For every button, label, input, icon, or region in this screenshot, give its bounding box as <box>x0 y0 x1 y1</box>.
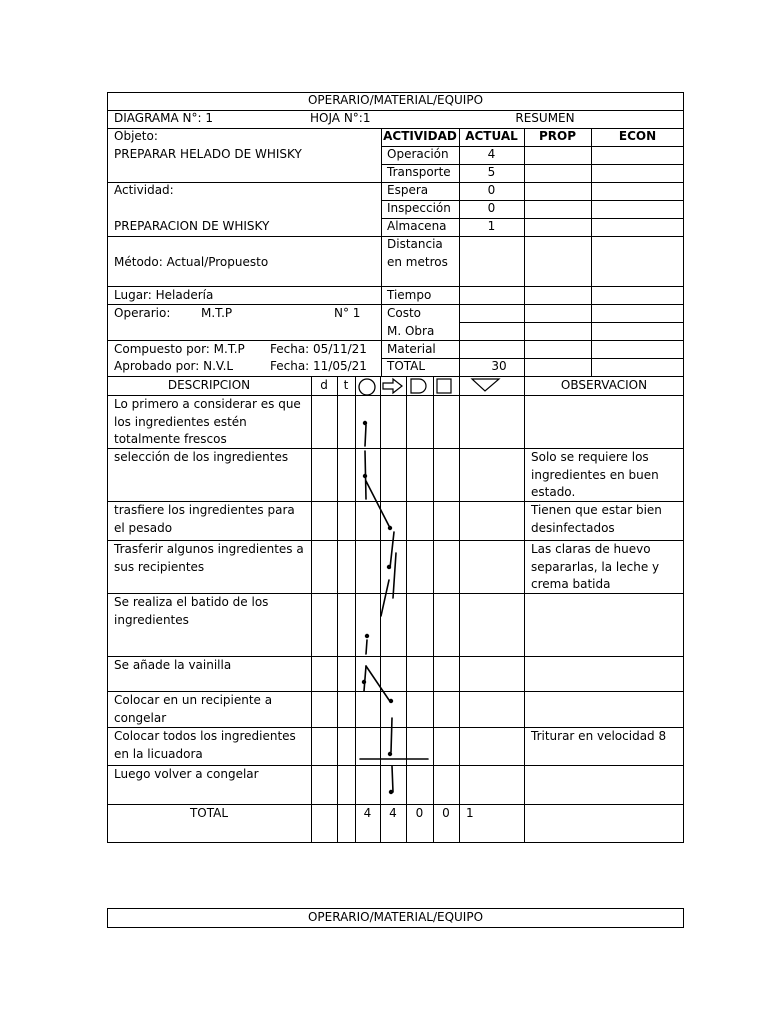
step-description: Colocar en un recipiente a congelar <box>114 693 273 725</box>
aprobado-fecha: Fecha: 11/05/21 <box>270 359 367 373</box>
flow-line <box>390 532 394 568</box>
total-transports: 4 <box>389 806 397 820</box>
operario-number: N° 1 <box>334 306 361 320</box>
step-description: Se realiza el batido de los ingredientes <box>114 595 269 627</box>
metodo-field: Método: Actual/Propuesto <box>114 255 269 269</box>
total-operations: 4 <box>363 806 372 820</box>
total-delays: 0 <box>415 806 424 820</box>
resumen-total-value: 30 <box>491 359 507 373</box>
flow-line <box>366 640 367 654</box>
flow-line <box>365 425 366 446</box>
step-observation: Las claras de huevo separarlas, la leche y crema batida <box>531 542 660 591</box>
flow-point <box>389 790 393 794</box>
resumen-activity: Costo <box>387 306 422 320</box>
step-description: Luego volver a congelar <box>114 767 259 781</box>
step-description: Trasferir algunos ingredientes a sus recipientes <box>114 542 304 574</box>
compuesto-por: Compuesto por: M.T.P <box>114 342 245 356</box>
observacion-header: OBSERVACION <box>560 378 648 392</box>
total-storage: 1 <box>466 806 474 820</box>
flow-point <box>363 421 367 425</box>
resumen-activity: Inspección <box>387 201 451 215</box>
resumen-actual: 5 <box>487 165 496 179</box>
objeto-label: Objeto: <box>114 129 158 143</box>
second-form-title: OPERARIO/MATERIAL/EQUIPO <box>307 910 484 924</box>
resumen-activity: M. Obra <box>387 324 435 338</box>
resumen-activity: Almacena <box>387 219 447 233</box>
resumen-header-prop: PROP <box>538 129 577 143</box>
resumen-actual: 1 <box>487 219 496 233</box>
flow-line <box>366 481 389 526</box>
d-header: d <box>320 378 328 392</box>
resumen-actual: 0 <box>487 201 496 215</box>
resumen-actual: 0 <box>487 183 496 197</box>
step-observation: Solo se requiere los ingredientes en buen estado. <box>531 450 659 499</box>
flow-line <box>364 666 366 691</box>
step-description: trasfiere los ingredientes para el pesado <box>114 503 295 535</box>
compuesto-fecha: Fecha: 05/11/21 <box>270 342 367 356</box>
sheet-number: HOJA N°:1 <box>310 111 371 125</box>
flow-line <box>392 766 393 792</box>
flow-point <box>363 474 367 478</box>
resumen-header-actual: ACTUAL <box>465 129 518 143</box>
aprobado-por: Aprobado por: N.V.L <box>114 359 234 373</box>
flow-point <box>365 634 369 638</box>
step-observation: Triturar en velocidad 8 <box>531 729 667 743</box>
diagram-number: DIAGRAMA N°: 1 <box>114 111 213 125</box>
flow-point <box>387 565 391 569</box>
resumen-activity: Espera <box>387 183 429 197</box>
flow-line <box>381 580 389 616</box>
total-inspections: 0 <box>442 806 450 820</box>
resumen-total-label: TOTAL <box>387 359 426 373</box>
operario-label: Operario: <box>114 306 171 320</box>
lugar-field: Lugar: Heladería <box>114 288 214 302</box>
step-description: Lo primero a considerar es que los ingredientes estén totalmente frescos <box>114 397 301 446</box>
objeto-value: PREPARAR HELADO DE WHISKY <box>114 147 302 161</box>
t-header: t <box>343 378 349 392</box>
form-title: OPERARIO/MATERIAL/EQUIPO <box>307 93 484 107</box>
resumen-header-econ: ECON <box>618 129 657 143</box>
resumen-activity: Operación <box>387 147 449 161</box>
flow-line <box>366 666 389 700</box>
resumen-title: RESUMEN <box>515 111 575 125</box>
resumen-activity: Transporte <box>387 165 451 179</box>
flow-point <box>362 680 366 684</box>
flow-point <box>389 699 393 703</box>
flow-point <box>388 752 392 756</box>
step-observation: Tienen que estar bien desinfectados <box>531 503 662 535</box>
resumen-activity: Distancia en metros <box>387 237 448 269</box>
actividad-label: Actividad: <box>114 183 174 197</box>
flow-line <box>393 553 396 598</box>
resumen-activity: Tiempo <box>387 288 432 302</box>
step-description: Colocar todos los ingredientes en la licuadora <box>114 729 296 761</box>
step-description: Se añade la vainilla <box>114 658 232 672</box>
operario-value: M.T.P <box>201 306 233 320</box>
step-description: selección de los ingredientes <box>114 450 289 464</box>
resumen-actual: 4 <box>487 147 496 161</box>
flow-line <box>391 718 392 752</box>
descripcion-header: DESCRIPCION <box>167 378 251 392</box>
steps-total-label: TOTAL <box>189 806 229 820</box>
resumen-activity: Material <box>387 342 436 356</box>
resumen-header-actividad: ACTIVIDAD <box>383 129 457 143</box>
flow-point <box>388 526 392 530</box>
actividad-value: PREPARACION DE WHISKY <box>114 219 270 233</box>
